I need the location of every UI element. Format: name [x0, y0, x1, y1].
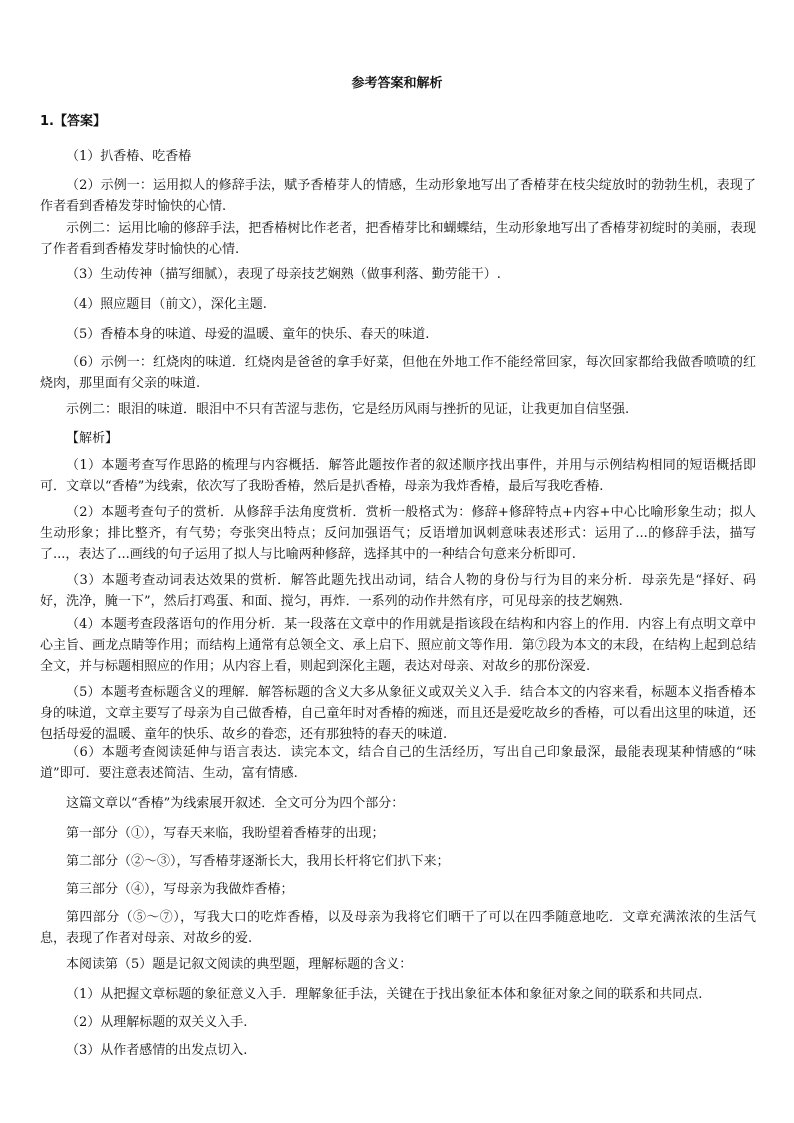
- answer-6-example-1: （6）示例一：红烧肉的味道．红烧肉是爸爸的拿手好菜，但他在外地工作不能经常回家，每次回家都给我做香喷喷的红烧肉，那里面有父亲的味道.: [40, 355, 756, 391]
- page-title: 参考答案和解析: [351, 76, 443, 91]
- analysis-4: （4）本题考查段落语句的作用分析．某一段落在文章中的作用就是指该段在结构和内容上的作用．内容上有点明文章中心主旨、画龙点睛等作用；而结构上通常有总领全文、承上启下、照应前文等作用．第⑦段为本文的末段，在结构上起到总结全文，并与标题相照应的作用；从内容上看，则起到深化主题，表达对母亲、对故乡的那份深爱.: [40, 617, 756, 674]
- analysis-6: （6）本题考查阅读延伸与语言表达．读完本文，结合自己的生活经历，写出自己印象最深，最能表现某种情感的“味道”即可．要注意表述简洁、生动，富有情感.: [40, 745, 756, 781]
- answer-2-example-1: （2）示例一：运用拟人的修辞手法，赋予香椿芽人的情感，生动形象地写出了香椿芽在枝尖绽放时的勃勃生机，表现了作者看到香椿发芽时愉快的心情.: [40, 178, 756, 214]
- method-1: （1）从把握文章标题的象征意义入手．理解象征手法，关键在于找出象征本体和象征对象之间的联系和共同点.: [66, 987, 703, 1002]
- answer-6-example-2: 示例二：眼泪的味道．眼泪中不只有苦涩与悲伤，它是经历风雨与挫折的见证，让我更加自信坚强.: [66, 402, 630, 417]
- question-heading: 1.【答案】: [40, 114, 106, 129]
- structure-intro: 这篇文章以“香椿”为线索展开叙述．全文可分为四个部分：: [66, 796, 405, 811]
- method-intro: 本阅读第（5）题是记叙文阅读的典型题，理解标题的含义：: [66, 957, 413, 972]
- analysis-3: （3）本题考查动词表达效果的赏析．解答此题先找出动词，结合人物的身份与行为目的来分析．母亲先是“择好、码好，洗净，腌一下”，然后打鸡蛋、和面、搅匀，再炸．一系列的动作井然有序，可见母亲的技艺娴熟.: [40, 573, 756, 609]
- analysis-label: 【解析】: [66, 431, 119, 446]
- answer-1: （1）扒香椿、吃香椿: [66, 149, 192, 164]
- answer-3: （3）生动传神（描写细腻），表现了母亲技艺娴熟（做事利落、勤劳能干）.: [66, 267, 501, 282]
- answer-2-example-2: 示例二：运用比喻的修辞手法，把香椿树比作老者，把香椿芽比和蝴蝶结，生动形象地写出了香椿芽初绽时的美丽，表现了作者看到香椿发芽时愉快的心情.: [40, 221, 756, 257]
- part-2: 第二部分（②～③），写香椿芽逐渐长大，我用长杆将它们扒下来；: [66, 854, 450, 869]
- analysis-1: （1）本题考查写作思路的梳理与内容概括．解答此题按作者的叙述顺序找出事件，并用与示例结构相同的短语概括即可．文章以“香椿”为线索，依次写了我盼香椿，然后是扒香椿，母亲为我炸香椿，最后写我吃香椿.: [40, 458, 756, 494]
- method-2: （2）从理解标题的双关义入手.: [66, 1015, 248, 1030]
- analysis-2: （2）本题考查句子的赏析．从修辞手法角度赏析．赏析一般格式为：修辞+修辞特点+内容+中心比喻形象生动；拟人生动形象；排比整齐，有气势；夸张突出特点；反问加强语气；反语增加讽刺意味表述形式：运用了...的修辞手法，描写了...，表达了...画线的句子运用了拟人与比喻两种修辞，选择其中的一种结合句意来分析即可.: [40, 505, 756, 562]
- method-3: （3）从作者感情的出发点切入.: [66, 1043, 248, 1058]
- part-4: 第四部分（⑤～⑦），写我大口的吃炸香椿，以及母亲为我将它们晒干了可以在四季随意地吃．文章充满浓浓的生活气息，表现了作者对母亲、对故乡的爱.: [40, 910, 756, 946]
- part-1: 第一部分（①），写春天来临，我盼望着香椿芽的出现；: [66, 826, 385, 841]
- part-3: 第三部分（④），写母亲为我做炸香椿；: [66, 882, 294, 897]
- analysis-5: （5）本题考查标题含义的理解．解答标题的含义大多从象征义或双关义入手．结合本文的内容来看，标题本义指香椿本身的味道，文章主要写了母亲为自己做香椿，自己童年时对香椿的痴迷，而且还是爱吃故乡的香椿，可以看出这里的味道，还包括母爱的温暖、童年的快乐、故乡的眷恋，还有那独特的春天的味道.: [40, 685, 756, 742]
- answer-5: （5）香椿本身的味道、母爱的温暖、童年的快乐、春天的味道.: [66, 327, 430, 342]
- answer-4: （4）照应题目（前文），深化主题.: [66, 297, 267, 312]
